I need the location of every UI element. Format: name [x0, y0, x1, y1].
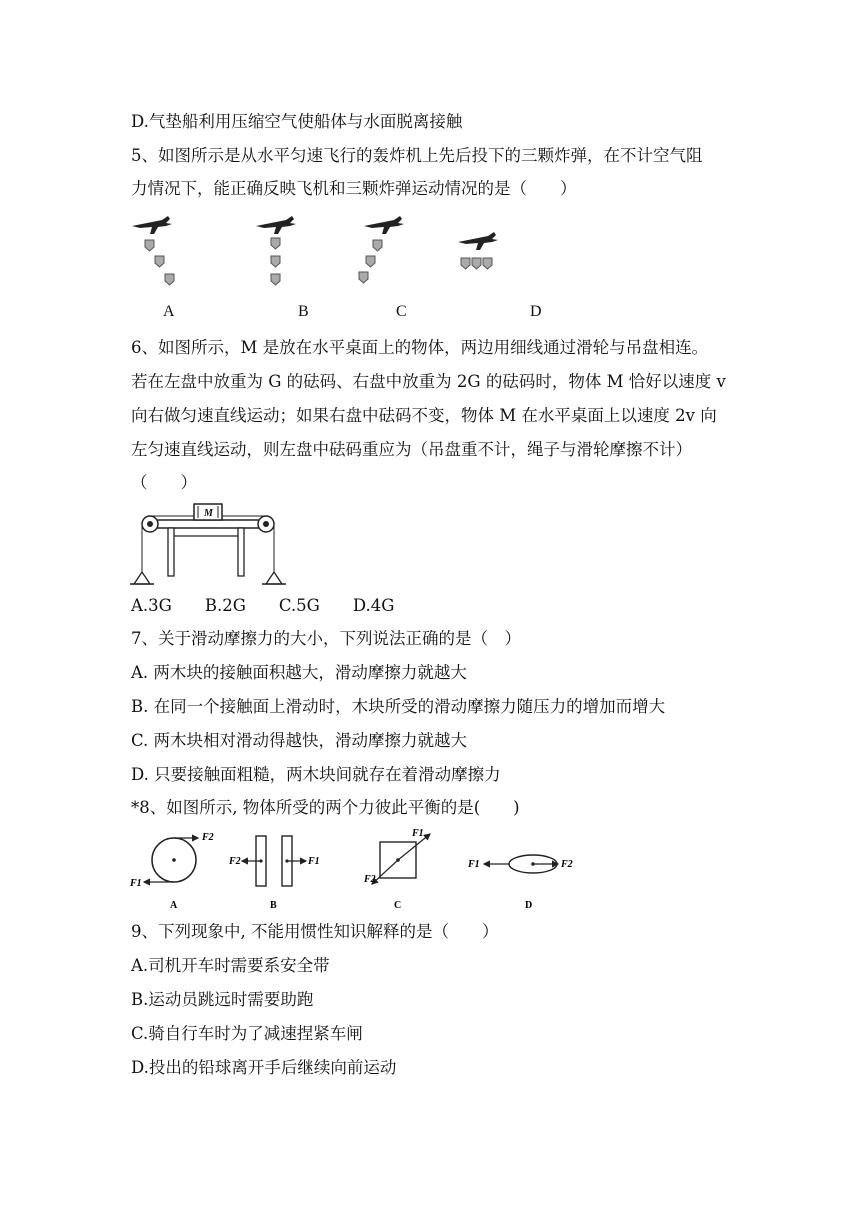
q8-d-f2: F2 — [561, 859, 573, 870]
q8-figure — [128, 826, 578, 914]
q8-stem: *8、如图所示, 物体所受的两个力彼此平衡的是( ) — [131, 798, 520, 817]
q6-stem-line3: 向右做匀速直线运动；如果右盘中砝码不变，物体 M 在水平桌面上以速度 2v 向 — [131, 406, 717, 425]
q9-option-a: A.司机开车时需要系安全带 — [131, 956, 330, 975]
q9-option-b: B.运动员跳远时需要助跑 — [131, 990, 314, 1009]
q6-stem-line1: 6、如图所示，M 是放在水平桌面上的物体，两边用细线通过滑轮与吊盘相连。 — [131, 338, 709, 357]
q5-option-b-figure — [256, 216, 296, 285]
q8-d-f1: F1 — [468, 859, 480, 870]
q6-options: A.3G B.2G C.5G D.4G — [131, 596, 395, 615]
q5-label-b: B — [298, 303, 309, 320]
q5-label-c: C — [396, 303, 407, 320]
q7-option-b: B. 在同一个接触面上滑动时，木块所受的滑动摩擦力随压力的增加而增大 — [131, 697, 666, 716]
q7-option-c: C. 两木块相对滑动得越快，滑动摩擦力就越大 — [131, 731, 468, 750]
q8-option-c-figure — [363, 828, 430, 911]
q8-label-d: D — [525, 900, 533, 911]
q8-a-f2: F2 — [202, 832, 214, 843]
q7-option-d: D. 只要接触面粗糙，两木块间就存在着滑动摩擦力 — [131, 765, 501, 784]
q9-stem: 9、下列现象中, 不能用惯性知识解释的是（ ） — [131, 922, 499, 941]
q7-stem: 7、关于滑动摩擦力的大小，下列说法正确的是（ ） — [131, 629, 521, 648]
q8-label-a: A — [170, 900, 178, 911]
q8-b-f2: F2 — [229, 856, 241, 867]
q8-a-f1: F1 — [130, 878, 142, 889]
q8-option-d-figure — [467, 855, 573, 911]
q9-option-d: D.投出的铅球离开手后继续向前运动 — [131, 1058, 397, 1077]
q9-option-c: C.骑自行车时为了减速捏紧车闸 — [131, 1024, 363, 1043]
q8-c-f2: F2 — [364, 874, 376, 885]
q8-option-a-figure — [129, 832, 214, 911]
q8-label-c: C — [394, 900, 402, 911]
q8-c-f1: F1 — [412, 828, 424, 839]
q8-label-b: B — [270, 900, 277, 911]
q5-option-c-figure — [359, 216, 404, 283]
q8-b-f1: F1 — [308, 856, 320, 867]
q6-stem-line2: 若在左盘中放重为 G 的砝码、右盘中放重为 2G 的砝码时，物体 M 恰好以速度 v — [131, 372, 726, 391]
q6-block-label: M — [204, 508, 213, 519]
q5-stem-line1: 5、如图所示是从水平匀速飞行的轰炸机上先后投下的三颗炸弹，在不计空气阻 — [131, 146, 703, 165]
q5-option-d-figure — [458, 232, 498, 269]
q8-option-b-figure — [228, 836, 320, 911]
q6-stem-line4: 左匀速直线运动，则左盘中砝码重应为（吊盘重不计，绳子与滑轮摩擦不计） — [131, 440, 692, 459]
q6-stem-line5: （ ） — [131, 473, 197, 492]
q5-label-a: A — [163, 303, 175, 320]
q5-label-d: D — [530, 303, 542, 320]
q7-option-a: A. 两木块的接触面积越大，滑动摩擦力就越大 — [131, 663, 467, 682]
q6-figure — [128, 500, 288, 590]
q5-option-a-figure — [132, 216, 174, 285]
q4-option-d: D.气垫船利用压缩空气使船体与水面脱离接触 — [131, 112, 463, 131]
q5-stem-line2: 力情况下，能正确反映飞机和三颗炸弹运动情况的是（ ） — [131, 179, 577, 198]
q5-figure — [128, 210, 508, 292]
